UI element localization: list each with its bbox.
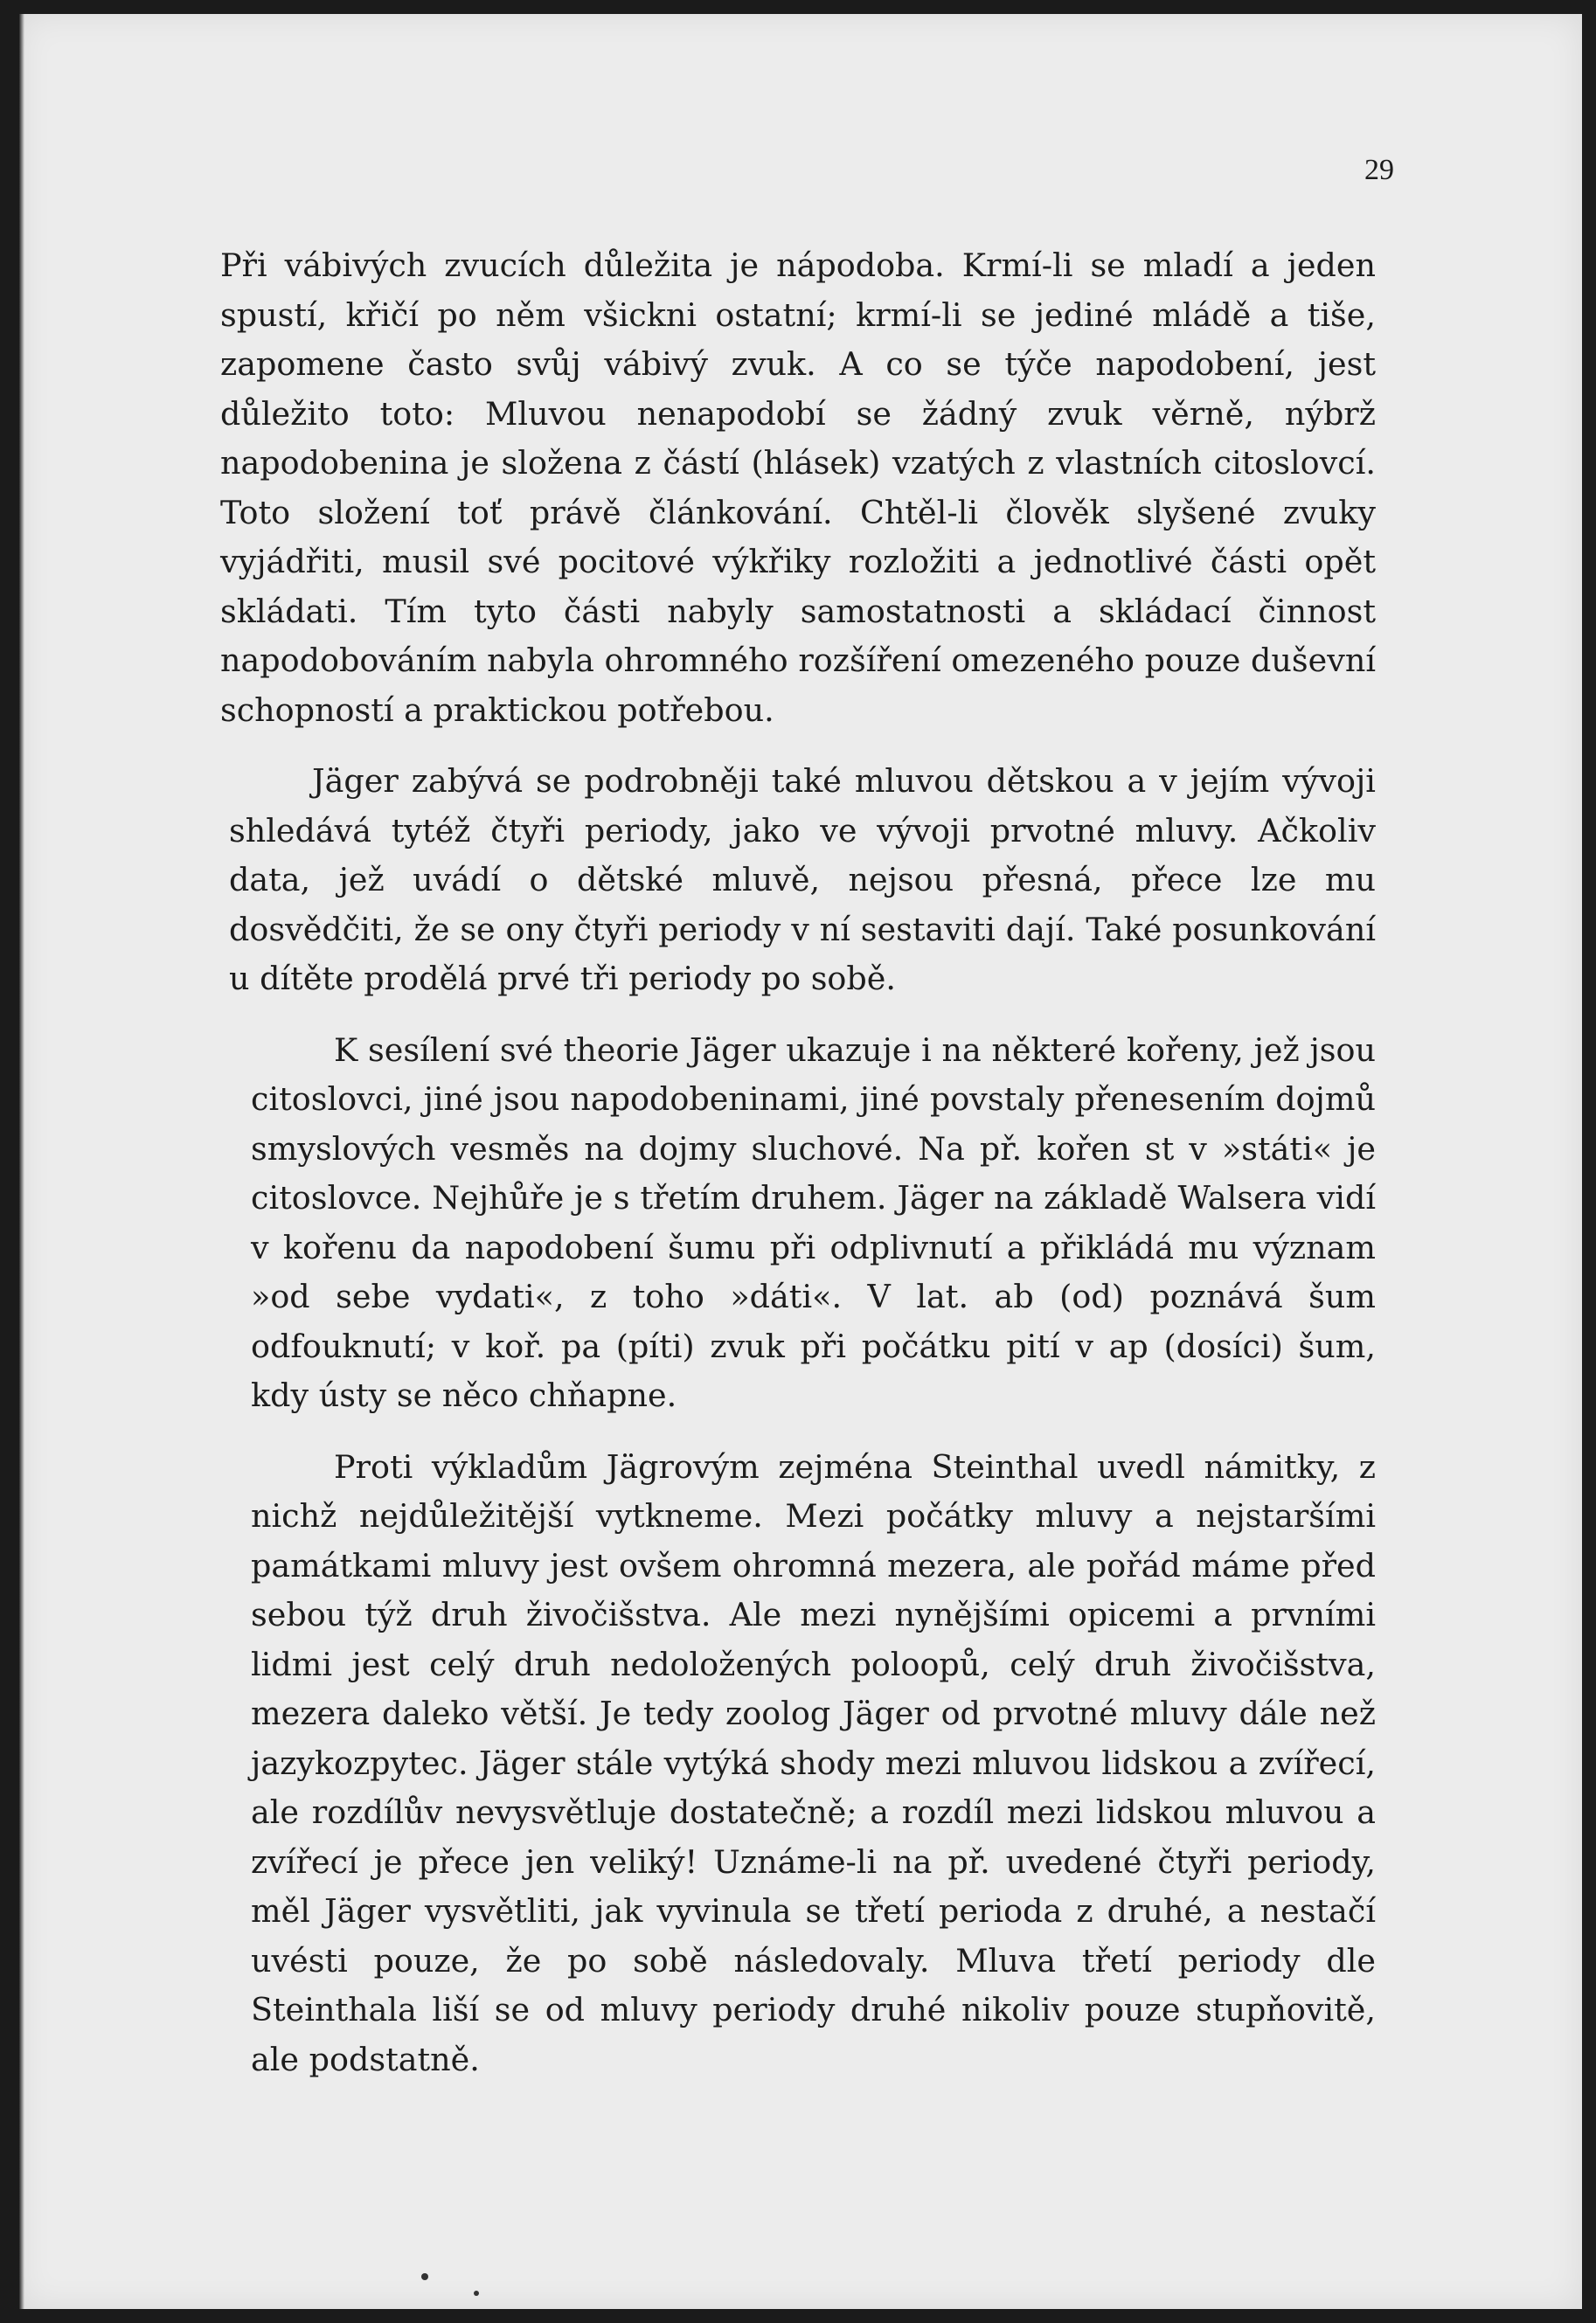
paragraph-steinthal-objections: Proti výkladům Jägrovým zejména Steinthal uvedl námitky, z nichž nejdůležitější vytkneme. Mezi počátky mluvy a nejstaršími památkami mluvy jest ovšem ohromná mezera, ale pořád máme před sebou týž druh živočišstva. Ale mezi nynějšími opicemi a prvními lidmi jest celý druh nedoložených poloopů, celý druh živočišstva, mezera daleko větší. Je tedy zoolog Jäger od prvotné mluvy dále než jazykozpytec. Jäger stále vytýká shody mezi mluvou lidskou a zvířecí, ale rozdílův nevysvětluje dostatečně; a rozdíl mezi lidskou mluvou a zvířecí je přece jen veliký! Uznáme-li na př. uvedené čtyři periody, měl Jäger vysvětliti, jak vyvinula se třetí perioda z druhé, a nestačí uvésti pouze, že po sobě následovaly. Mluva třetí periody dle Steinthala liší se od mluvy periody druhé nikoliv pouze stupňovitě, ale podstatně. (251, 1447, 1376, 2078)
paragraph-imitation: Při vábivých zvucích důležita je nápodoba. Krmí-li se mladí a jeden spustí, křičí po něm všickni ostatní; krmí-li se jediné mládě a tiše, zapomene často svůj vábivý zvuk. A co se týče napodobení, jest důležito toto: Mluvou nenapodobí se žádný zvuk věrně, nýbrž napodobenina je složena z částí (hlásek) vzatých z vlastních citoslovcí. Toto složení toť právě článkování. Chtěl-li člověk slyšené zvuky vyjádřiti, musil své pocitové výkřiky rozložiti a jednotlivé části opět skládati. Tím tyto části nabyly samostatnosti a skládací činnost napodobováním nabyla ohromného rozšíření omezeného pouze duševní schopností a praktickou potřebou. (220, 246, 1376, 729)
scan-speck (421, 2273, 428, 2280)
book-page (19, 14, 1582, 2309)
page-number: 29 (1364, 154, 1394, 186)
scan-speck (474, 2291, 479, 2296)
paragraph-child-speech: Jäger zabývá se podrobněji také mluvou dětskou a v jejím vývoji shledává tytéž čtyři periody, jako ve vývoji prvotné mluvy. Ačkoliv data, jež uvádí o dětské mluvě, nejsou přesná, přece lze mu dosvědčiti, že se ony čtyři periody v ní sestaviti dají. Také posunkování u dítěte prodělá prvé tři periody po sobě. (229, 762, 1376, 997)
page-binding-edge (19, 14, 24, 2309)
page-body (220, 241, 1376, 2106)
paragraph-roots: K sesílení své theorie Jäger ukazuje i na některé kořeny, jež jsou citoslovci, jiné jsou napodobeninami, jiné povstaly přenesením dojmů smyslových vesměs na dojmy sluchové. Na př. kořen st v »státi« je citoslovce. Nejhůře je s třetím druhem. Jäger na základě Walsera vidí v kořenu da napodobení šumu při odplivnutí a přikládá mu význam »od sebe vydati«, z toho »dáti«. V lat. ab (od) poznává šum odfouknutí; v koř. pa (píti) zvuk při počátku pití v ap (dosíci) šum, kdy ústy se něco chňapne. (251, 1030, 1376, 1414)
